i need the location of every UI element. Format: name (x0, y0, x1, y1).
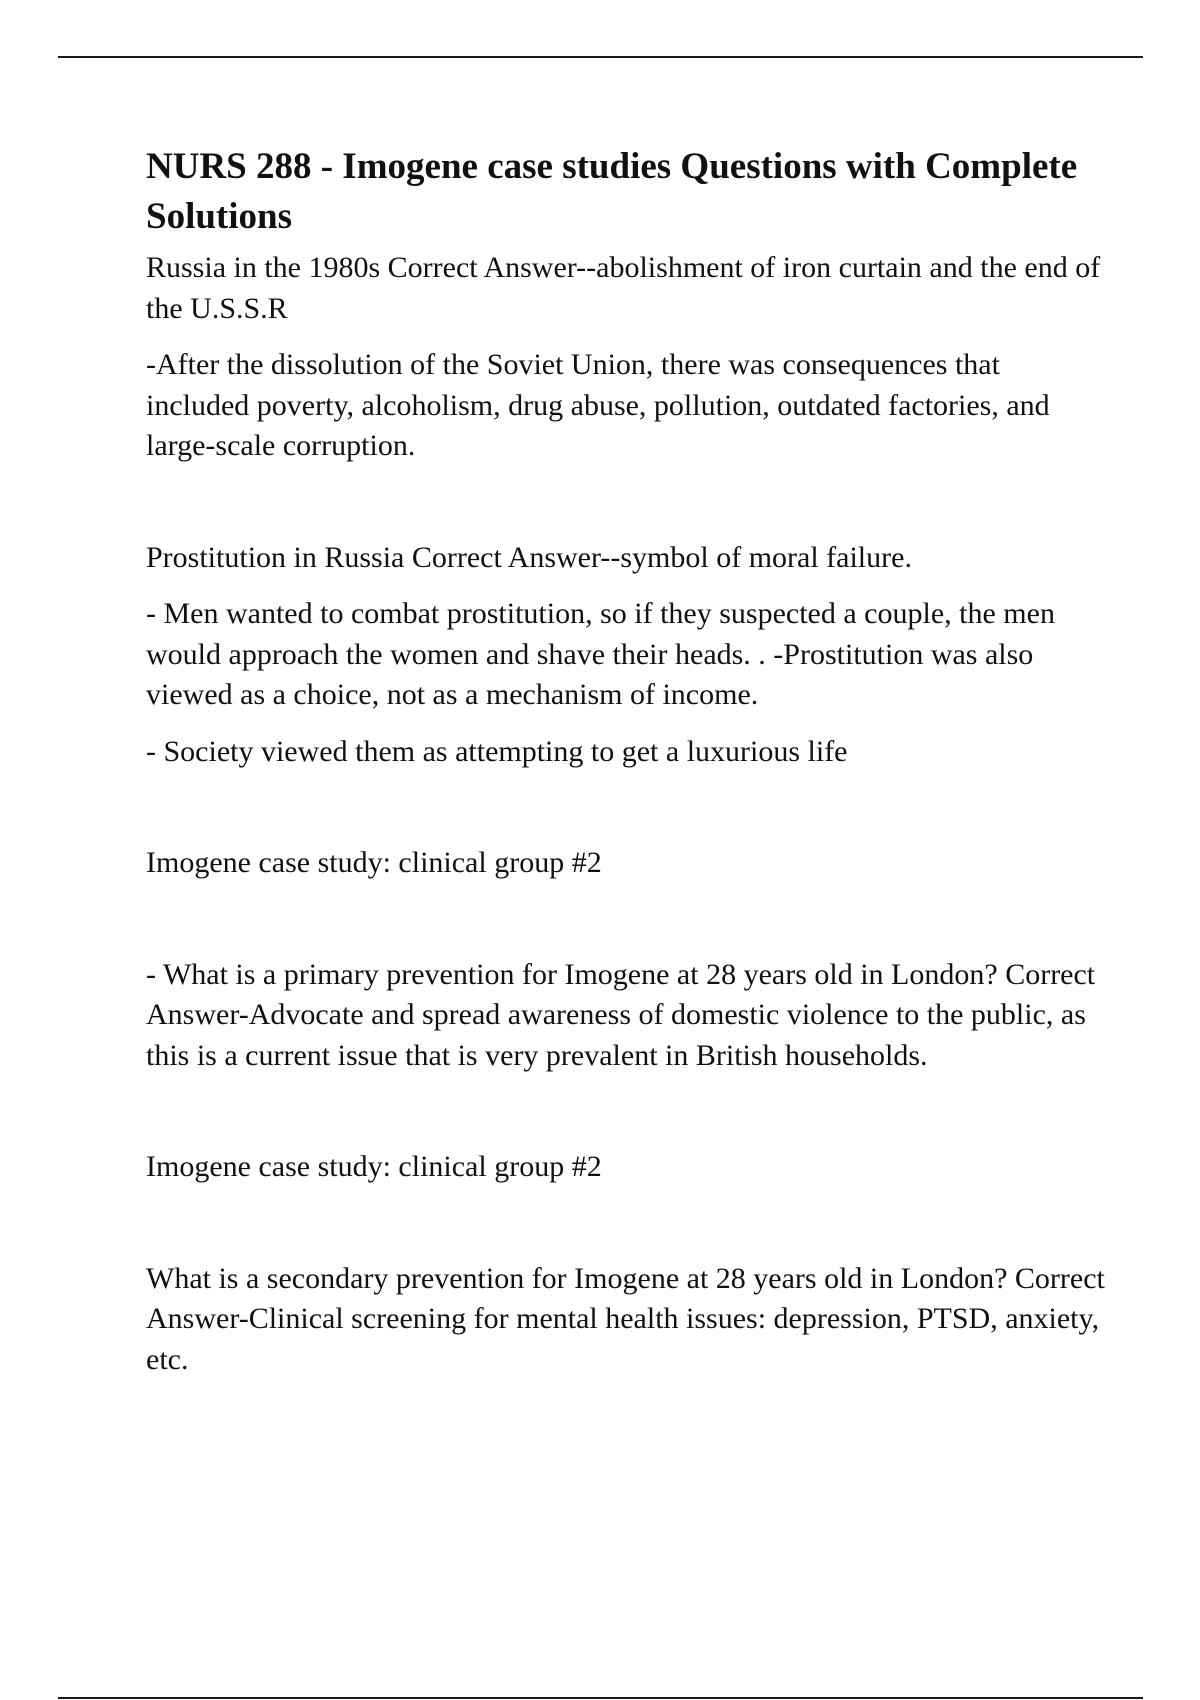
document-body (146, 142, 1106, 1380)
footer-rule (58, 1697, 1143, 1699)
paragraph-case-study-heading-2: Imogene case study: clinical group #2 (146, 1150, 602, 1183)
paragraph-russia-1980s: Russia in the 1980s Correct Answer--abolishment of iron curtain and the end of the U.S.S.R (146, 251, 1101, 325)
paragraph-primary-prevention: - What is a primary prevention for Imogene at 28 years old in London? Correct Answer-Advocate and spread awareness of domestic violence to the public, as this is a current issue that is very prevalent in British households. (146, 957, 1096, 1072)
paragraph-case-study-heading-1: Imogene case study: clinical group #2 (146, 846, 602, 879)
paragraph-soviet-dissolution: -After the dissolution of the Soviet Union, there was consequences that included poverty, alcoholism, drug abuse, pollution, outdated factories, and large-scale corruption. (146, 348, 1050, 462)
header-rule (58, 56, 1143, 58)
document-title: NURS 288 - Imogene case studies Questions with Complete Solutions (146, 146, 1078, 237)
paragraph-prostitution-russia: Prostitution in Russia Correct Answer--symbol of moral failure. (146, 540, 912, 574)
paragraph-secondary-prevention: What is a secondary prevention for Imogene at 28 years old in London? Correct Answer-Clinical screening for mental health issues: depression, PTSD, anxiety, etc. (146, 1261, 1105, 1376)
paragraph-men-combat: - Men wanted to combat prostitution, so if they suspected a couple, the men would approach the women and shave their heads. . -Prostitution was also viewed as a choice, not as a mechanism of income. (146, 597, 1055, 711)
paragraph-society-view: - Society viewed them as attempting to get a luxurious life (146, 734, 848, 768)
